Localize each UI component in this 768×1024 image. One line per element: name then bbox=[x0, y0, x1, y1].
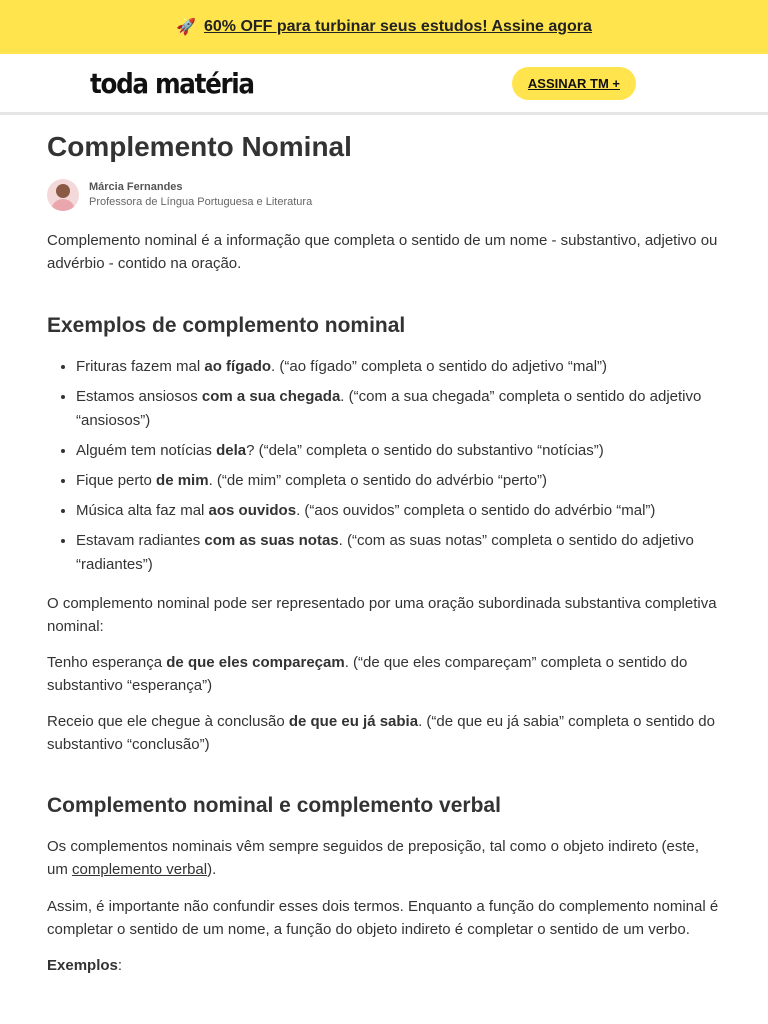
author-info bbox=[47, 179, 721, 211]
site-logo[interactable]: toda matéria bbox=[90, 66, 254, 100]
paragraph-preposition: Os complementos nominais vêm sempre seguidos de preposição, tal como o objeto indireto (este, um complemento verbal). bbox=[47, 838, 699, 878]
section-heading-comparison: Complemento nominal e complemento verbal bbox=[47, 794, 501, 817]
rocket-icon: 🚀 bbox=[176, 19, 196, 36]
paragraph-distinction: Assim, é importante não confundir esses dois termos. Enquanto a função do complemento nominal é completar o sentido de um nome, a função do objeto indireto é completar o sentido de um verbo. bbox=[47, 898, 719, 938]
promo-link[interactable]: 60% OFF para turbinar seus estudos! Assine agora bbox=[203, 18, 592, 35]
author-name[interactable]: Márcia Fernandes bbox=[89, 181, 183, 193]
avatar[interactable] bbox=[47, 179, 79, 211]
paragraph-example-fear: Receio que ele chegue à conclusão de que eu já sabia. (“de que eu já sabia” completa o sentido do substantivo “conclusão”) bbox=[47, 713, 715, 753]
paragraph-example-hope: Tenho esperança de que eles compareçam. (“de que eles compareçam” completa o sentido do substantivo “esperança”) bbox=[47, 654, 688, 694]
article-content bbox=[0, 129, 768, 977]
list-item: • Frituras fazem mal ao fígado. (“ao fígado” completa o sentido do adjetivo “mal”) bbox=[76, 355, 721, 379]
site-header bbox=[0, 54, 768, 115]
intro-paragraph: Complemento nominal é a informação que completa o sentido de um nome - substantivo, adjetivo ou advérbio - contido na oração. bbox=[47, 232, 718, 272]
list-item: • Música alta faz mal aos ouvidos. (“aos ouvidos” completa o sentido do advérbio “mal”) bbox=[76, 499, 721, 523]
section-heading-examples: Exemplos de complemento nominal bbox=[47, 314, 406, 337]
paragraph-subordinate: O complemento nominal pode ser representado por uma oração subordinada substantiva completiva nominal: bbox=[47, 595, 717, 635]
list-item: • Fique perto de mim. (“de mim” completa o sentido do advérbio “perto”) bbox=[76, 469, 721, 493]
author-role: Professora de Língua Portuguesa e Literatura bbox=[89, 196, 313, 208]
verbal-complement-link[interactable]: complemento verbal bbox=[72, 861, 208, 878]
list-item: • Alguém tem notícias dela? (“dela” completa o sentido do substantivo “notícias”) bbox=[76, 439, 721, 463]
examples-label: Exemplos: bbox=[47, 957, 123, 974]
page-title: Complemento Nominal bbox=[47, 131, 352, 162]
list-item: • Estamos ansiosos com a sua chegada. (“com a sua chegada” completa o sentido do adjetivo “ansiosos”) bbox=[76, 385, 721, 433]
examples-list bbox=[47, 355, 721, 577]
list-item: • Estavam radiantes com as suas notas. (“com as suas notas” completa o sentido do adjetivo “radiantes”) bbox=[76, 529, 721, 577]
promo-banner[interactable] bbox=[0, 0, 768, 54]
subscribe-button[interactable]: ASSINAR TM + bbox=[512, 67, 636, 100]
